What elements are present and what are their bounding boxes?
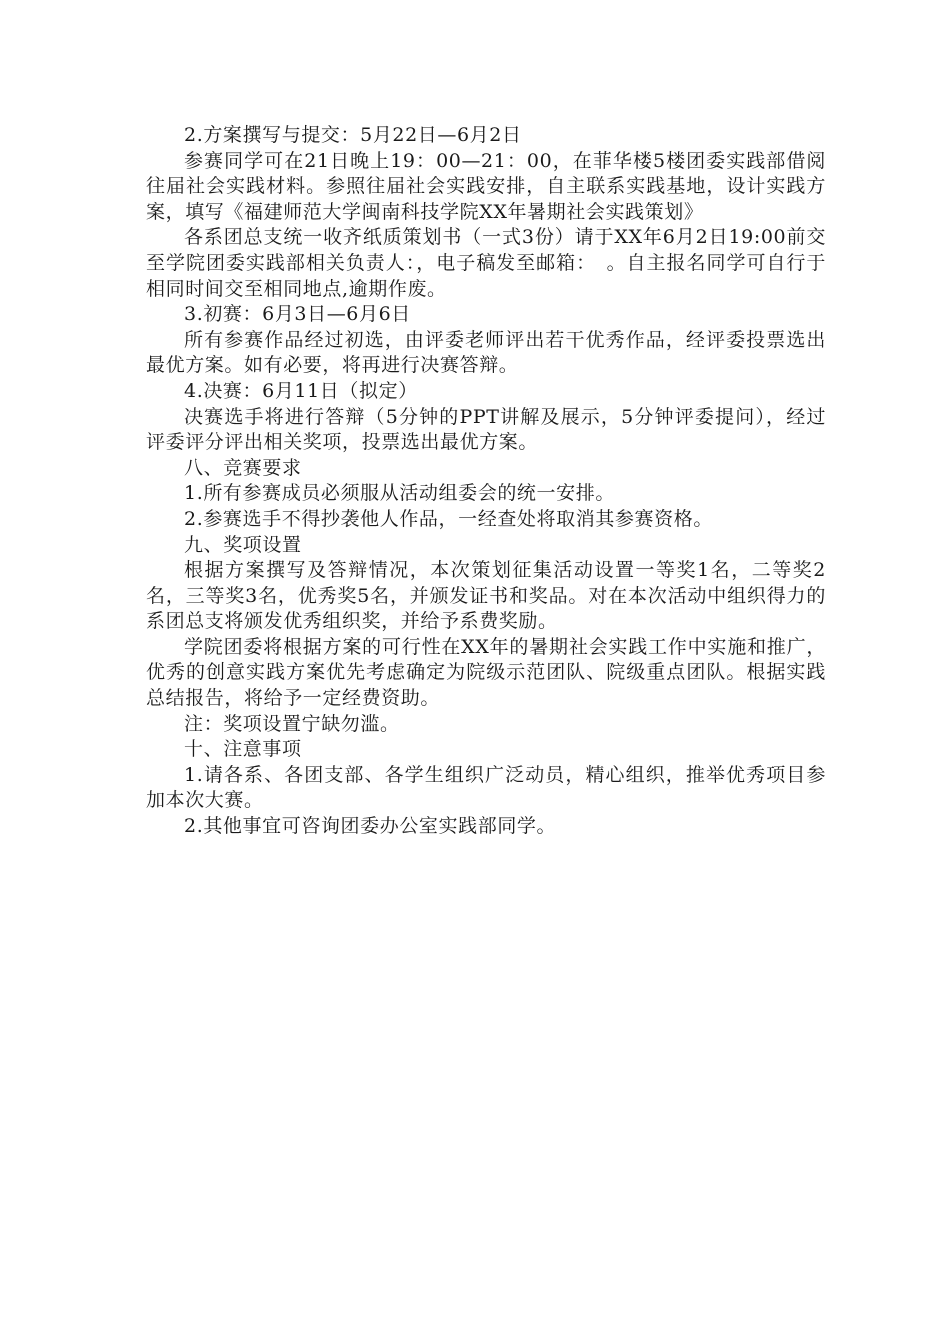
section-heading-awards: 九、奖项设置 [184, 533, 302, 556]
list-item-requirement-1: 1.所有参赛成员必须服从活动组委会的统一安排。 [184, 482, 615, 505]
paragraph-awards-promotion: 学院团委将根据方案的可行性在XX年的暑期社会实践工作中实施和推广，优秀的创意实践方案优先考虑确定为院级示范团队、院级重点团队。根据实践总结报告，将给予一定经费资助。 [146, 635, 826, 710]
section-heading-plan-submission: 2.方案撰写与提交：5月22日—6月2日 [184, 124, 522, 146]
paragraph-submission-details: 各系团总支统一收齐纸质策划书（一式3份）请于XX年6月2日19:00前交至学院团委实践部相关负责人：，电子稿发至邮箱： 。自主报名同学可自行于相同时间交至相同地点,逾期作废。 [146, 226, 826, 300]
section-heading-requirements: 八、竞赛要求 [184, 456, 302, 479]
paragraph-awards-note: 注：奖项设置宁缺勿滥。 [184, 712, 400, 735]
section-heading-notes: 十、注意事项 [184, 738, 302, 761]
paragraph-awards-details: 根据方案撰写及答辩情况，本次策划征集活动设置一等奖1名，二等奖2名，三等奖3名，优秀奖5名，并颁发证书和奖品。对在本次活动中组织得力的系团总支将颁发优秀组织奖，并给予系费奖励。 [146, 559, 826, 633]
document-body [146, 123, 826, 840]
section-heading-final: 4.决赛：6月11日（拟定） [184, 379, 418, 402]
paragraph-final-details: 决赛选手将进行答辩（5分钟的PPT讲解及展示，5分钟评委提问），经过评委评分评出相关奖项，投票选出最优方案。 [146, 405, 826, 454]
list-item-note-2: 2.其他事宜可咨询团委办公室实践部同学。 [184, 815, 557, 838]
list-item-requirement-2: 2.参赛选手不得抄袭他人作品，一经查处将取消其参赛资格。 [184, 507, 713, 530]
paragraph-plan-instructions: 参赛同学可在21日晚上19：00—21：00，在菲华楼5楼团委实践部借阅往届社会实践材料。参照往届社会实践安排，自主联系实践基地，设计实践方案，填写《福建师范大学闽南科技学院XX年暑期社会实践策划》 [146, 149, 826, 223]
section-heading-preliminary: 3.初赛：6月3日—6月6日 [184, 303, 411, 326]
list-item-note-1: 1.请各系、各团支部、各学生组织广泛动员，精心组织，推举优秀项目参加本次大赛。 [146, 763, 826, 812]
paragraph-preliminary-details: 所有参赛作品经过初选，由评委老师评出若干优秀作品，经评委投票选出最优方案。如有必要，将再进行决赛答辩。 [146, 328, 826, 377]
